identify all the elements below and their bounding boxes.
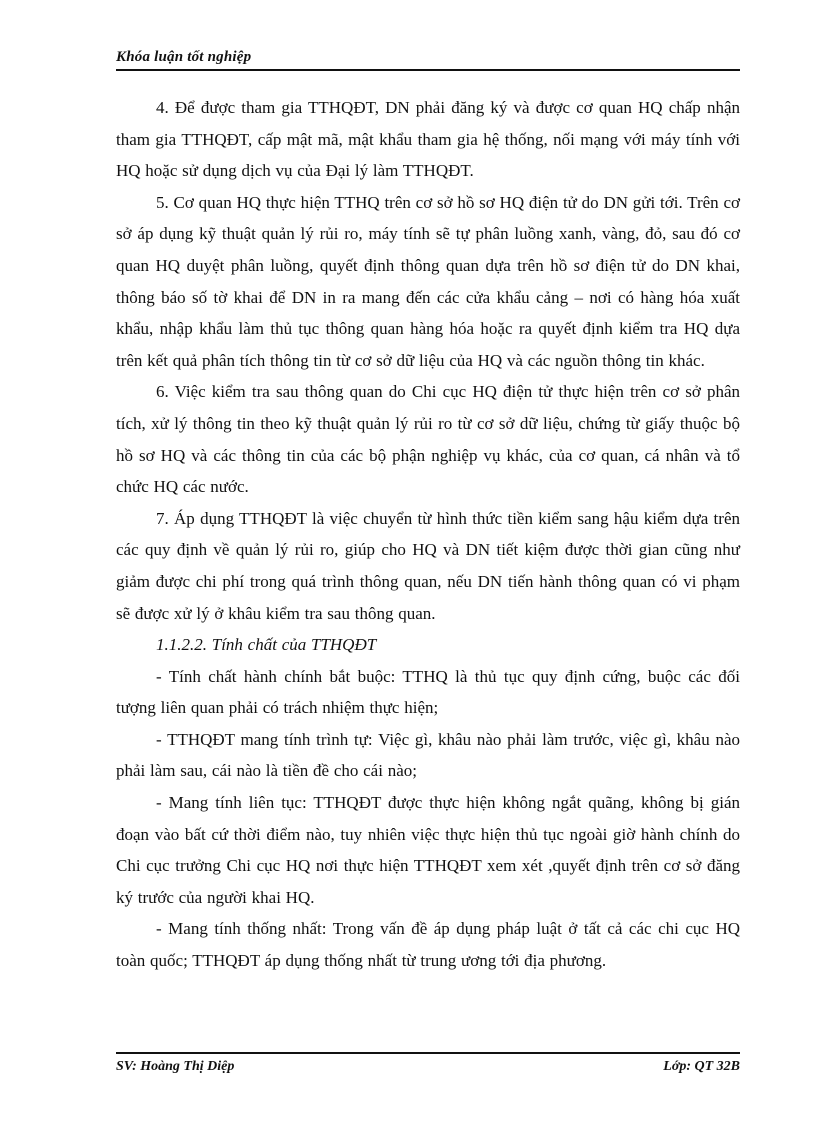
bullet-sequential: - TTHQĐT mang tính trình tự: Việc gì, khâu nào phải làm trước, việc gì, khâu nào phải làm sau, cái nào là tiền đề cho cái nào; (116, 729, 740, 781)
paragraph-item-5: 5. Cơ quan HQ thực hiện TTHQ trên cơ sở hồ sơ HQ điện tử do DN gửi tới. Trên cơ sở áp dụng kỹ thuật quản lý rủi ro, máy tính sẽ tự phân luồng xanh, vàng, đỏ, sau đó cơ quan HQ duyệt phân luồng, quyết định thông quan dựa trên hồ sơ điện tử do DN khai, thông báo số tờ khai để DN in ra mang đến các cửa khẩu cảng – nơi có hàng hóa xuất khẩu, nhập khẩu làm thủ tục thông quan hàng hóa hoặc ra quyết định kiểm tra HQ dựa trên kết quả phân tích thông tin từ cơ sở dữ liệu của HQ và các nguồn thông tin khác. (116, 192, 740, 370)
page-header (116, 47, 740, 71)
footer-divider (116, 1052, 740, 1054)
header-divider (116, 69, 740, 71)
bullet-uniform: - Mang tính thống nhất: Trong vấn đề áp dụng pháp luật ở tất cả các chi cục HQ toàn quốc; TTHQĐT áp dụng thống nhất từ trung ương tới địa phương. (116, 919, 740, 971)
document-body (116, 92, 740, 977)
paragraph-item-6: 6. Việc kiểm tra sau thông quan do Chi cục HQ điện tử thực hiện trên cơ sở phân tích, xử lý thông tin theo kỹ thuật quản lý rủi ro từ cơ sở dữ liệu, chứng từ giấy thuộc bộ hồ sơ HQ và các thông tin của các bộ phận nghiệp vụ khác, của cơ quan, cá nhân và tổ chức HQ các nước. (116, 382, 740, 497)
paragraph-item-4: 4. Để được tham gia TTHQĐT, DN phải đăng ký và được cơ quan HQ chấp nhận tham gia TTHQĐT, cấp mật mã, mật khẩu tham gia hệ thống, nối mạng với máy tính với HQ hoặc sử dụng dịch vụ của Đại lý làm TTHQĐT. (116, 98, 740, 181)
document-title: Khóa luận tốt nghiệp (116, 49, 252, 65)
footer-class: Lớp: QT 32B (663, 1059, 740, 1074)
bullet-continuous: - Mang tính liên tục: TTHQĐT được thực hiện không ngắt quãng, không bị gián đoạn vào bất cứ thời điểm nào, tuy nhiên việc thực hiện thủ tục ngoài giờ hành chính do Chi cục trưởng Chi cục HQ nơi thực hiện TTHQĐT xem xét ,quyết định trên cơ sở đăng ký trước của người khai HQ. (116, 793, 740, 907)
paragraph-item-7: 7. Áp dụng TTHQĐT là việc chuyển từ hình thức tiền kiểm sang hậu kiểm dựa trên các quy định về quản lý rủi ro, giúp cho HQ và DN tiết kiệm được thời gian cũng như giảm được chi phí trong quá trình thông quan, nếu DN tiến hành thông quan có vi phạm sẽ được xử lý ở khâu kiểm tra sau thông quan. (116, 508, 740, 623)
bullet-mandatory: - Tính chất hành chính bắt buộc: TTHQ là thủ tục quy định cứng, buộc các đối tượng liên quan phải có trách nhiệm thực hiện; (116, 666, 740, 718)
footer-student: SV: Hoàng Thị Diệp (116, 1059, 235, 1074)
page-footer (116, 1057, 740, 1079)
section-heading: 1.1.2.2. Tính chất của TTHQĐT (156, 635, 377, 655)
